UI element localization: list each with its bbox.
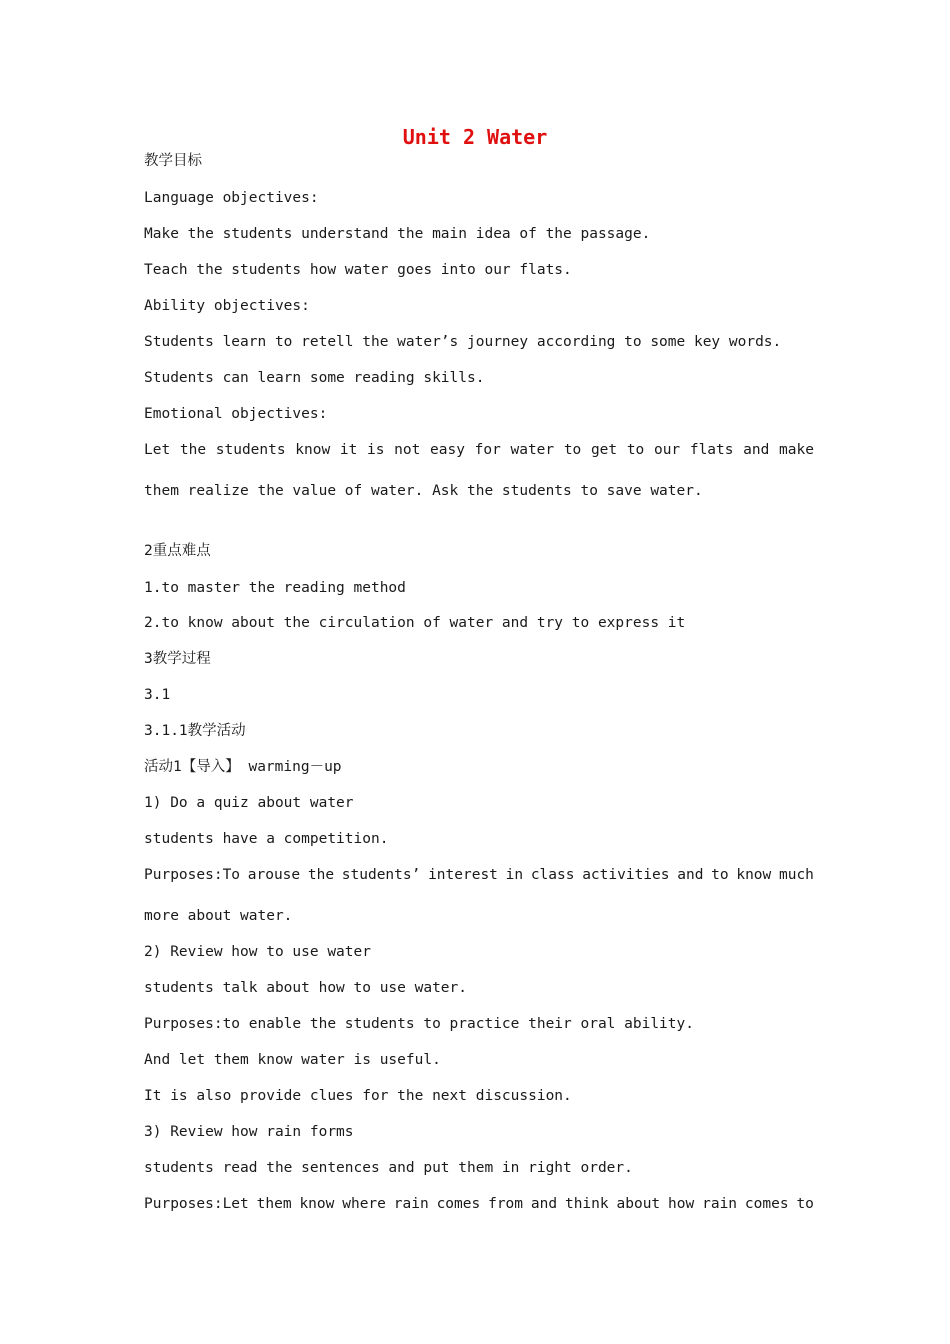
- key-point-item: 2.to know about the circulation of water and try to express it: [144, 615, 686, 631]
- word: is: [367, 442, 385, 458]
- word: our: [653, 442, 681, 458]
- word: interest: [428, 867, 498, 883]
- word: arouse: [247, 867, 301, 883]
- word: Purposes:Let: [144, 1196, 249, 1212]
- activity-line: It is also provide clues for the next discussion.: [144, 1088, 572, 1104]
- activity-line: And let them know water is useful.: [144, 1052, 441, 1068]
- word: make: [779, 442, 814, 458]
- objective-line: Make the students understand the main idea of the passage.: [144, 226, 651, 242]
- activity-line: students have a competition.: [144, 831, 389, 847]
- word: in: [505, 867, 524, 883]
- activity-line: students read the sentences and put them in right order.: [144, 1160, 633, 1176]
- word: it: [339, 442, 358, 458]
- objective-line: Students learn to retell the water’s journey according to some key words.: [144, 334, 782, 350]
- word: class: [530, 867, 575, 883]
- key-point-item: 1.to master the reading method: [144, 580, 406, 596]
- word: know: [295, 442, 331, 458]
- purpose-line: Purposes:to enable the students to practice their oral ability.: [144, 1016, 694, 1032]
- word: the: [307, 867, 335, 883]
- word: them: [256, 1196, 292, 1212]
- purpose-line-justified: [144, 864, 814, 886]
- word: much: [778, 867, 814, 883]
- activity-line: more about water.: [144, 908, 293, 924]
- word: comes: [744, 1196, 789, 1212]
- word: to: [563, 442, 582, 458]
- word: rain: [393, 1196, 429, 1212]
- word: where: [342, 1196, 386, 1212]
- activity-step: 2) Review how to use water: [144, 944, 371, 960]
- word: to: [796, 1196, 814, 1212]
- activity-step: 1) Do a quiz about water: [144, 795, 354, 811]
- word: easy: [430, 442, 465, 458]
- document-title: Unit 2 Water: [402, 125, 548, 149]
- language-objectives-heading: Language objectives:: [144, 190, 319, 206]
- word: Purposes:To: [144, 867, 241, 883]
- word: and: [530, 1196, 558, 1212]
- activity-line: students talk about how to use water.: [144, 980, 468, 996]
- word: students: [215, 442, 286, 458]
- objective-line: Teach the students how water goes into our flats.: [144, 262, 572, 278]
- word: about: [616, 1196, 661, 1212]
- word: flats: [689, 442, 734, 458]
- emotional-objectives-heading: Emotional objectives:: [144, 406, 328, 422]
- purpose-line-justified: [144, 1193, 814, 1215]
- word: comes: [436, 1196, 481, 1212]
- activity-step: 3) Review how rain forms: [144, 1124, 354, 1140]
- word: and: [743, 442, 770, 458]
- word: and: [677, 867, 704, 883]
- section-heading-key-points: 2重点难点: [144, 543, 211, 559]
- word: to: [626, 442, 645, 458]
- subsection-heading-activities: 3.1.1教学活动: [144, 723, 246, 739]
- word: Let: [144, 442, 171, 458]
- activity-heading: 活动1【导入】 warming－up: [144, 759, 342, 775]
- word: water: [510, 442, 555, 458]
- ability-objectives-heading: Ability objectives:: [144, 298, 310, 314]
- word: for: [474, 442, 501, 458]
- objective-line-justified: [144, 439, 814, 461]
- word: not: [394, 442, 421, 458]
- word: from: [488, 1196, 524, 1212]
- word: think: [564, 1196, 609, 1212]
- word: rain: [702, 1196, 738, 1212]
- objective-line: them realize the value of water. Ask the students to save water.: [144, 483, 703, 499]
- word: how: [668, 1196, 695, 1212]
- word: get: [590, 442, 618, 458]
- objective-line: Students can learn some reading skills.: [144, 370, 485, 386]
- word: know: [736, 867, 772, 883]
- word: students’: [341, 867, 421, 883]
- subsection-number: 3.1: [144, 687, 171, 703]
- word: the: [179, 442, 207, 458]
- word: to: [711, 867, 729, 883]
- section-heading-teaching-objectives: 教学目标: [144, 153, 202, 169]
- word: know: [299, 1196, 335, 1212]
- section-heading-teaching-process: 3教学过程: [144, 651, 211, 667]
- word: activities: [582, 867, 670, 883]
